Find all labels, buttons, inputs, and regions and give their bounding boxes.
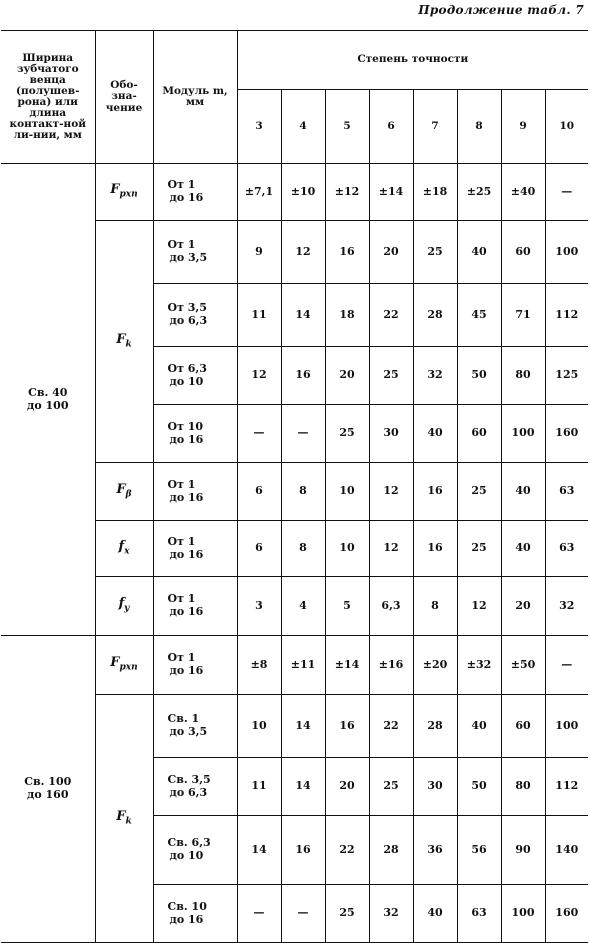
module-from: Св. 10 xyxy=(167,899,207,913)
tolerance-value: 14 xyxy=(281,758,325,816)
module-to: до 10 xyxy=(169,374,204,388)
tolerance-value: 60 xyxy=(457,405,501,463)
tolerance-value: ±20 xyxy=(413,636,457,695)
tolerance-value: 45 xyxy=(457,284,501,347)
module-to: до 3,5 xyxy=(169,251,208,264)
tolerance-value: ±25 xyxy=(457,164,501,221)
tolerance-value: 16 xyxy=(281,816,325,885)
module-range-cell xyxy=(153,758,237,816)
tolerance-value: 100 xyxy=(501,885,545,943)
tolerance-value: 25 xyxy=(413,221,457,284)
tolerance-value: 30 xyxy=(413,758,457,816)
tolerance-value: 6 xyxy=(237,463,281,521)
module-range-cell xyxy=(153,577,237,636)
tolerance-value: 40 xyxy=(457,695,501,758)
tolerance-value: 100 xyxy=(545,695,588,758)
tolerance-value: 3 xyxy=(237,577,281,636)
tolerance-value: ±14 xyxy=(325,636,369,695)
symbol-base: F xyxy=(116,331,126,347)
tolerance-value: 30 xyxy=(369,405,413,463)
symbol-base: f xyxy=(118,596,125,612)
tolerance-value: 28 xyxy=(413,695,457,758)
module-from: От 10 xyxy=(167,419,204,433)
tolerance-value: ±40 xyxy=(501,164,545,221)
symbol-base: F xyxy=(110,655,120,671)
table-row xyxy=(1,164,588,221)
tolerance-value: 160 xyxy=(545,405,588,463)
tolerance-value: ±32 xyxy=(457,636,501,695)
module-range-cell xyxy=(153,284,237,347)
tolerance-value: 8 xyxy=(281,463,325,521)
tolerance-value: 12 xyxy=(237,347,281,405)
tolerance-value: 63 xyxy=(457,885,501,943)
module-to: до 16 xyxy=(169,432,204,446)
designation-symbol xyxy=(95,463,153,521)
tolerance-value: 22 xyxy=(369,695,413,758)
tolerance-value: 10 xyxy=(325,521,369,577)
tolerance-value: 32 xyxy=(545,577,588,636)
tolerance-value: 4 xyxy=(281,577,325,636)
module-range-cell xyxy=(153,164,237,221)
tolerance-value: 16 xyxy=(413,463,457,521)
tolerance-value: 25 xyxy=(325,885,369,943)
tolerance-value: 32 xyxy=(413,347,457,405)
tolerance-value: 10 xyxy=(237,695,281,758)
tolerance-value: 20 xyxy=(325,758,369,816)
module-from: Св. 1 xyxy=(167,712,200,726)
tolerance-value: 12 xyxy=(369,521,413,577)
tolerance-value: 112 xyxy=(545,758,588,816)
module-to: до 10 xyxy=(169,849,204,862)
tolerance-value: 8 xyxy=(281,521,325,577)
module-to: до 16 xyxy=(169,912,204,926)
tolerance-value: 36 xyxy=(413,816,457,885)
tolerance-value: — xyxy=(237,885,281,943)
tolerance-value: 50 xyxy=(457,758,501,816)
designation-symbol xyxy=(95,636,153,695)
module-range-cell xyxy=(153,463,237,521)
tolerance-value: — xyxy=(545,164,588,221)
tolerance-value: 80 xyxy=(501,758,545,816)
tolerance-value: 50 xyxy=(457,347,501,405)
tolerance-value: 56 xyxy=(457,816,501,885)
tolerance-value: 20 xyxy=(369,221,413,284)
table-continuation-caption: Продолжение табл. 7 xyxy=(418,3,584,17)
tolerance-value: 12 xyxy=(369,463,413,521)
tolerance-value: 112 xyxy=(545,284,588,347)
tolerance-value: 63 xyxy=(545,521,588,577)
tolerance-value: 8 xyxy=(413,577,457,636)
tolerance-value: 71 xyxy=(501,284,545,347)
tolerance-value: 28 xyxy=(413,284,457,347)
tolerance-value: 20 xyxy=(325,347,369,405)
tolerance-value: 22 xyxy=(369,284,413,347)
width-range-cell xyxy=(1,636,95,943)
tolerance-value: 5 xyxy=(325,577,369,636)
header-grade-9: 9 xyxy=(501,90,545,164)
tolerance-value: 28 xyxy=(369,816,413,885)
width-range-cell xyxy=(1,164,95,636)
header-grade-3: 3 xyxy=(237,90,281,164)
table-body xyxy=(1,164,588,943)
designation-symbol xyxy=(95,695,153,943)
module-from: От 1 xyxy=(167,477,196,491)
module-range-cell xyxy=(153,695,237,758)
symbol-base: F xyxy=(116,808,126,824)
tolerance-value: 25 xyxy=(457,521,501,577)
module-to: до 16 xyxy=(169,605,204,618)
header-grade-4: 4 xyxy=(281,90,325,164)
tolerance-value: 6 xyxy=(237,521,281,577)
tolerance-value: ±10 xyxy=(281,164,325,221)
header-designation: Обо-зна-чение xyxy=(95,31,153,164)
tolerance-value: 100 xyxy=(545,221,588,284)
symbol-base: F xyxy=(110,182,120,198)
symbol-subscript: β xyxy=(125,489,132,500)
tolerance-value: 40 xyxy=(501,521,545,577)
symbol-subscript: pxn xyxy=(119,662,138,673)
tolerance-value: 40 xyxy=(501,463,545,521)
tolerance-value: 25 xyxy=(369,758,413,816)
tolerance-value: 100 xyxy=(501,405,545,463)
tolerance-value: ±16 xyxy=(369,636,413,695)
tolerance-value: — xyxy=(281,885,325,943)
tolerance-value: 40 xyxy=(413,405,457,463)
symbol-subscript: k xyxy=(125,339,132,350)
tolerance-value: 40 xyxy=(413,885,457,943)
header-grade-10: 10 xyxy=(545,90,588,164)
module-range-cell xyxy=(153,347,237,405)
tolerance-value: 22 xyxy=(325,816,369,885)
module-to: до 6,3 xyxy=(169,785,208,799)
tolerance-value: — xyxy=(281,405,325,463)
module-to: до 16 xyxy=(169,191,204,204)
module-from: От 1 xyxy=(167,178,196,192)
tolerance-value: ±14 xyxy=(369,164,413,221)
tolerance-value: 160 xyxy=(545,885,588,943)
module-from: Св. 3,5 xyxy=(167,772,211,786)
tolerance-value: 25 xyxy=(369,347,413,405)
width-range-from: Св. 40 xyxy=(28,385,68,399)
symbol-base: f xyxy=(118,538,125,554)
tolerance-value: ±12 xyxy=(325,164,369,221)
tolerance-value: ±11 xyxy=(281,636,325,695)
tolerance-value: 6,3 xyxy=(369,577,413,636)
module-range-cell xyxy=(153,636,237,695)
tolerance-value: 12 xyxy=(457,577,501,636)
module-range-cell xyxy=(153,221,237,284)
module-range-cell xyxy=(153,405,237,463)
header-precision: Степень точности xyxy=(237,31,588,90)
module-to: до 16 xyxy=(169,664,204,677)
module-from: От 1 xyxy=(167,238,196,252)
tolerance-value: ±50 xyxy=(501,636,545,695)
tolerance-value: 16 xyxy=(413,521,457,577)
header-grade-7: 7 xyxy=(413,90,457,164)
tolerance-value: 20 xyxy=(501,577,545,636)
header-width: Ширина зубчатого венца (полушев-рона) или длина контакт-ной ли-нии, мм xyxy=(1,31,95,164)
tolerance-value: — xyxy=(237,405,281,463)
module-from: От 3,5 xyxy=(167,301,207,315)
tolerance-value: 125 xyxy=(545,347,588,405)
designation-symbol xyxy=(95,577,153,636)
tolerance-value: 14 xyxy=(237,816,281,885)
designation-symbol xyxy=(95,521,153,577)
module-range-cell xyxy=(153,521,237,577)
tolerance-value: 9 xyxy=(237,221,281,284)
module-to: до 16 xyxy=(169,490,204,504)
header-grade-5: 5 xyxy=(325,90,369,164)
tolerance-value: 10 xyxy=(325,463,369,521)
tolerance-value: 16 xyxy=(325,695,369,758)
width-range-from: Св. 100 xyxy=(24,775,72,789)
tolerance-value: 14 xyxy=(281,695,325,758)
symbol-base: F xyxy=(116,481,126,497)
precision-tolerance-table xyxy=(1,30,588,943)
tolerance-value: 11 xyxy=(237,284,281,347)
module-range-cell xyxy=(153,885,237,943)
header-module: Модуль m, мм xyxy=(153,31,237,164)
tolerance-value: 18 xyxy=(325,284,369,347)
width-range-to: до 100 xyxy=(27,398,69,412)
tolerance-value: 25 xyxy=(457,463,501,521)
header-grade-8: 8 xyxy=(457,90,501,164)
tolerance-value: 40 xyxy=(457,221,501,284)
tolerance-value: 12 xyxy=(281,221,325,284)
module-range-cell xyxy=(153,816,237,885)
designation-symbol xyxy=(95,164,153,221)
module-from: Св. 6,3 xyxy=(167,836,211,850)
module-to: до 6,3 xyxy=(169,314,208,327)
module-from: От 1 xyxy=(167,651,196,665)
tolerance-value: 63 xyxy=(545,463,588,521)
tolerance-value: 140 xyxy=(545,816,588,885)
tolerance-value: — xyxy=(545,636,588,695)
symbol-subscript: x xyxy=(124,546,130,557)
symbol-subscript: y xyxy=(124,603,130,614)
module-from: От 1 xyxy=(167,534,196,548)
module-to: до 3,5 xyxy=(169,725,208,738)
tolerance-value: 60 xyxy=(501,221,545,284)
tolerance-value: 16 xyxy=(281,347,325,405)
tolerance-value: 32 xyxy=(369,885,413,943)
tolerance-value: ±8 xyxy=(237,636,281,695)
header-grade-6: 6 xyxy=(369,90,413,164)
symbol-subscript: pxn xyxy=(119,189,138,200)
module-to: до 16 xyxy=(169,547,204,561)
tolerance-value: ±7,1 xyxy=(237,164,281,221)
tolerance-value: 60 xyxy=(501,695,545,758)
module-from: От 6,3 xyxy=(167,361,207,375)
tolerance-value: ±18 xyxy=(413,164,457,221)
tolerance-value: 25 xyxy=(325,405,369,463)
tolerance-value: 14 xyxy=(281,284,325,347)
tolerance-value: 11 xyxy=(237,758,281,816)
tolerance-value: 80 xyxy=(501,347,545,405)
width-range-to: до 160 xyxy=(27,788,69,801)
tolerance-value: 90 xyxy=(501,816,545,885)
symbol-subscript: k xyxy=(125,816,132,827)
table-row xyxy=(1,636,588,695)
module-from: От 1 xyxy=(167,592,196,606)
tolerance-value: 16 xyxy=(325,221,369,284)
designation-symbol xyxy=(95,221,153,463)
